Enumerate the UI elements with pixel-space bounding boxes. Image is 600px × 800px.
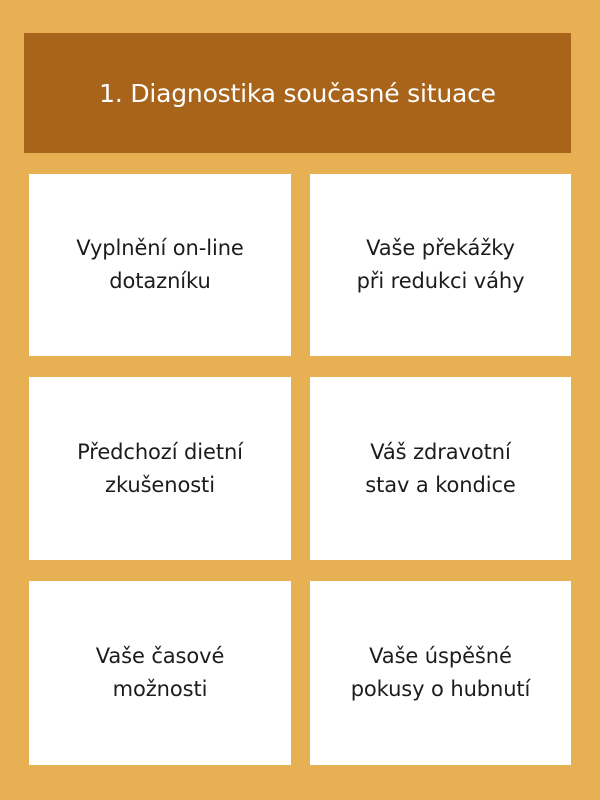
card-weight-loss-obstacles — [310, 174, 571, 356]
card-label: Váš zdravotní stav a kondice — [365, 439, 516, 497]
section-header — [24, 33, 571, 153]
card-label: Předchozí dietní zkušenosti — [77, 439, 243, 497]
card-online-questionnaire — [29, 174, 291, 356]
section-title: 1. Diagnostika současné situace — [99, 78, 496, 108]
card-successful-attempts — [310, 581, 571, 765]
card-health-and-fitness — [310, 377, 571, 560]
card-label: Vaše časové možnosti — [95, 644, 225, 701]
card-label: Vyplnění on-line dotazníku — [76, 236, 244, 293]
card-time-availability — [29, 581, 291, 765]
card-previous-diet-experience — [29, 377, 291, 560]
card-label: Vaše úspěšné pokusy o hubnutí — [350, 644, 531, 701]
card-label: Vaše překážky při redukci váhy — [356, 236, 525, 293]
